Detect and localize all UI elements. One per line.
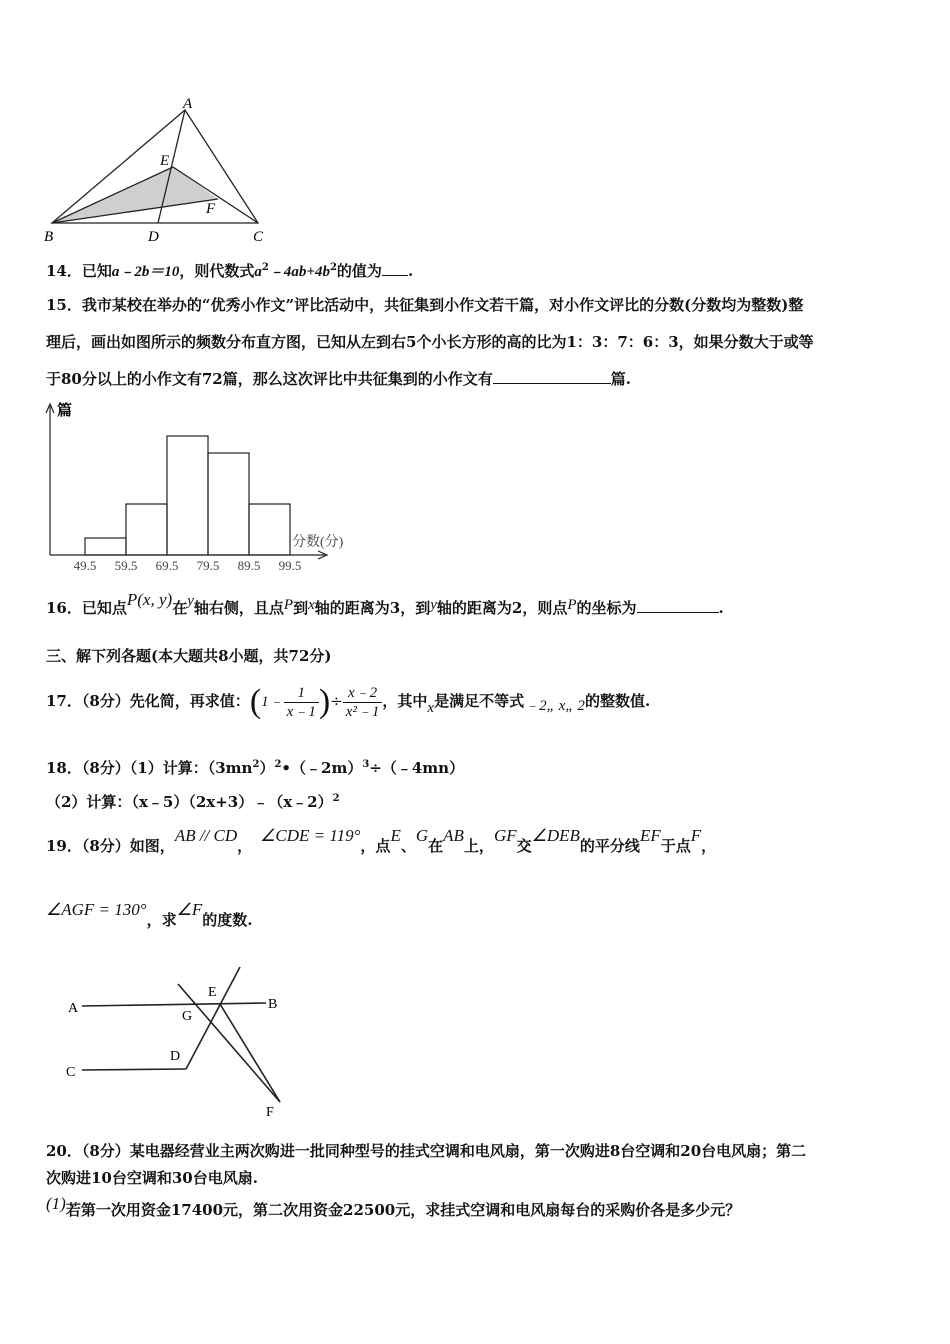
q14-exp2: 2 xyxy=(329,262,337,273)
q19-angle-f: ∠F xyxy=(176,900,203,919)
parallel-lines-figure xyxy=(60,962,300,1122)
q18-l2-a: （2）计算：（x﹣5）（2x+3）﹣（x﹣2） xyxy=(46,793,333,811)
q14-tail: 的值为 xyxy=(336,262,382,280)
q17-f2-num: x﹣2 xyxy=(343,684,383,703)
q16-y1: y xyxy=(187,593,194,609)
x-tick-label: 99.5 xyxy=(278,558,302,573)
q19-ab: AB xyxy=(443,826,464,845)
q17-number: 17．（8分）先化简，再求值： xyxy=(46,692,250,710)
q18-l1-d: ÷（﹣4mn） xyxy=(369,759,465,777)
shaded-triangle-bef xyxy=(52,167,218,223)
question-16 xyxy=(46,590,724,619)
q16-p1: P xyxy=(283,597,294,613)
q19-t4: 交 xyxy=(516,837,532,855)
q19-ef: EF xyxy=(639,826,661,845)
triangle-figure xyxy=(40,95,280,245)
q19-number: 19．（8分）如图， xyxy=(46,837,175,855)
q14-expr-b: ﹣4ab+4b xyxy=(268,264,330,280)
q19-t3: 上， xyxy=(463,837,494,855)
q18-l1-b: ） xyxy=(259,759,275,777)
q19-f: F xyxy=(690,826,702,845)
q17-one: 1﹣ xyxy=(261,694,284,710)
q16-t6: 的坐标为 xyxy=(576,599,637,617)
q18-line-2 xyxy=(46,789,340,812)
q18-l1-a: 18．（8分）（1）计算：（3mn xyxy=(46,759,253,777)
x-tick-label: 49.5 xyxy=(73,558,97,573)
x-tick-label: 59.5 xyxy=(114,558,138,573)
q20-line-1: 20．（8分）某电器经营业主两次购进一批同种型号的挂式空调和电风扇，第一次购进8台空调和20台电风扇；第二 xyxy=(46,1142,807,1160)
q19-t2: 在 xyxy=(428,837,444,855)
q14-answer-blank[interactable] xyxy=(382,261,408,276)
q18-l1-sup1: 2 xyxy=(252,759,260,770)
q17-inequality: ﹣2„ x„ 2 xyxy=(524,698,585,714)
x-tick-label: 89.5 xyxy=(237,558,261,573)
label-a: A xyxy=(183,96,193,112)
q19-t6: 于点 xyxy=(660,837,691,855)
q14-expr-a: a xyxy=(254,264,262,280)
label-d: D xyxy=(148,229,159,245)
question-14 xyxy=(46,258,413,282)
q17-f2-den: x²﹣1 xyxy=(345,703,380,720)
histogram-bar xyxy=(249,504,290,555)
label-b: B xyxy=(268,997,278,1012)
histogram-bar xyxy=(85,538,126,555)
q17-f1-den: x﹣1 xyxy=(286,703,316,720)
q17-f1-num: 1 xyxy=(284,684,319,703)
q14-mid: ，则代数式 xyxy=(179,262,255,280)
q17-fraction-2 xyxy=(343,684,383,721)
q19-e: E xyxy=(390,826,401,845)
q19-line-1 xyxy=(46,826,717,856)
q15-line-3-end: 篇. xyxy=(610,370,631,388)
q18-l1-sup2: 2 xyxy=(274,759,282,770)
q14-lead: 已知 xyxy=(81,262,112,280)
q14-end: . xyxy=(407,262,414,280)
x-axis-label: 分数(分) xyxy=(292,535,344,550)
q17-paren-close: ) xyxy=(318,683,331,720)
line-ab xyxy=(82,1003,266,1006)
q15-line-1: 15．我市某校在举办的“优秀小作文”评比活动中，共征集到小作文若干篇，对小作文评比的分数(分数均为整数)整 xyxy=(46,296,804,314)
q15-line-2: 理后，画出如图所示的频数分布直方图，已知从左到右5个小长方形的高的比为1：3：7：6：3，如果分数大于或等 xyxy=(46,333,814,351)
q19-t9: 的度数. xyxy=(202,911,253,929)
label-a: A xyxy=(68,1001,79,1016)
q14-exp1: 2 xyxy=(261,262,269,273)
label-e: E xyxy=(160,153,170,169)
q18-l1-sup3: 3 xyxy=(362,759,370,770)
label-c: C xyxy=(66,1065,76,1080)
histogram-bar xyxy=(208,453,249,555)
x-tick-label: 79.5 xyxy=(196,558,220,573)
q20-sub-text: 若第一次用资金17400元，第二次用资金22500元，求挂式空调和电风扇每台的采购价各是多少元？ xyxy=(65,1201,741,1219)
q17-x: x xyxy=(427,700,435,716)
q15-line-3-text: 于80分以上的小作文有72篇，那么这次评比中共征集到的小作文有 xyxy=(46,370,493,388)
histogram-bar xyxy=(126,504,167,555)
q17-t3: 的整数值. xyxy=(584,692,651,710)
label-e: E xyxy=(208,985,217,1000)
q16-p2: P xyxy=(567,597,577,613)
label-d: D xyxy=(170,1049,181,1064)
q16-t3: 到 xyxy=(293,599,309,617)
line-cd xyxy=(82,1069,186,1070)
q19-t1: ，点 xyxy=(360,837,391,855)
q14-condition: a﹣2b＝10 xyxy=(111,264,180,280)
q15-answer-blank[interactable] xyxy=(493,369,611,384)
q16-number: 16．已知点 xyxy=(46,599,127,617)
q17-div: ÷ xyxy=(330,692,343,710)
q19-parallel: AB // CD xyxy=(174,826,238,845)
q17-paren-open: ( xyxy=(249,683,262,720)
q19-line-2 xyxy=(46,900,253,930)
q16-answer-blank[interactable] xyxy=(637,598,719,613)
q14-number: 14． xyxy=(46,262,82,280)
q19-gf: GF xyxy=(493,826,517,845)
line-ef xyxy=(220,1004,280,1102)
q17-t1: ，其中 xyxy=(382,692,428,710)
q16-point: P(x, y) xyxy=(126,590,173,609)
line-de-extended xyxy=(186,967,240,1069)
q19-g: G xyxy=(415,826,429,845)
q19-angle-agf: ∠AGF = 130° xyxy=(46,900,147,919)
q16-t1: 在 xyxy=(172,599,188,617)
q16-y2: y xyxy=(430,597,437,613)
line-gf xyxy=(178,984,280,1102)
question-17 xyxy=(46,677,650,727)
frequency-histogram xyxy=(40,398,370,578)
q18-l2-sup: 2 xyxy=(332,793,340,804)
q15-line-3 xyxy=(46,369,631,389)
q16-t2: 轴右侧，且点 xyxy=(193,599,284,617)
q16-t4: 轴的距离为3，到 xyxy=(314,599,431,617)
q19-t5: 的平分线 xyxy=(579,837,640,855)
q17-fraction-1 xyxy=(284,684,319,721)
q17-t2: 是满足不等式 xyxy=(434,692,525,710)
label-b: B xyxy=(44,229,54,245)
section-3-title: 三、解下列各题(本大题共8小题，共72分) xyxy=(46,647,332,665)
q18-line-1 xyxy=(46,755,464,778)
label-f: F xyxy=(206,201,216,217)
label-f: F xyxy=(266,1105,274,1120)
q18-l1-c: •（﹣2m） xyxy=(281,759,363,777)
q19-sep: 、 xyxy=(400,837,416,855)
q20-line-2: 次购进10台空调和30台电风扇. xyxy=(46,1169,258,1187)
label-c: C xyxy=(253,229,264,245)
q20-sub-1 xyxy=(46,1194,741,1220)
x-tick-label: 69.5 xyxy=(155,558,179,573)
q16-x1: x xyxy=(308,597,315,613)
q19-angle-cde: ∠CDE = 119° xyxy=(260,826,361,845)
y-axis-label: 篇 xyxy=(57,403,73,419)
q16-t5: 轴的距离为2，则点 xyxy=(436,599,568,617)
q20-sub-number: (1) xyxy=(46,1194,66,1213)
label-g: G xyxy=(182,1009,193,1024)
histogram-bar xyxy=(167,436,208,555)
q19-comma1: ， xyxy=(237,837,253,855)
q19-t8: ，求 xyxy=(146,911,177,929)
q16-end: . xyxy=(718,599,724,617)
q19-t7: ， xyxy=(701,837,717,855)
q19-angle-deb: ∠DEB xyxy=(531,826,580,845)
